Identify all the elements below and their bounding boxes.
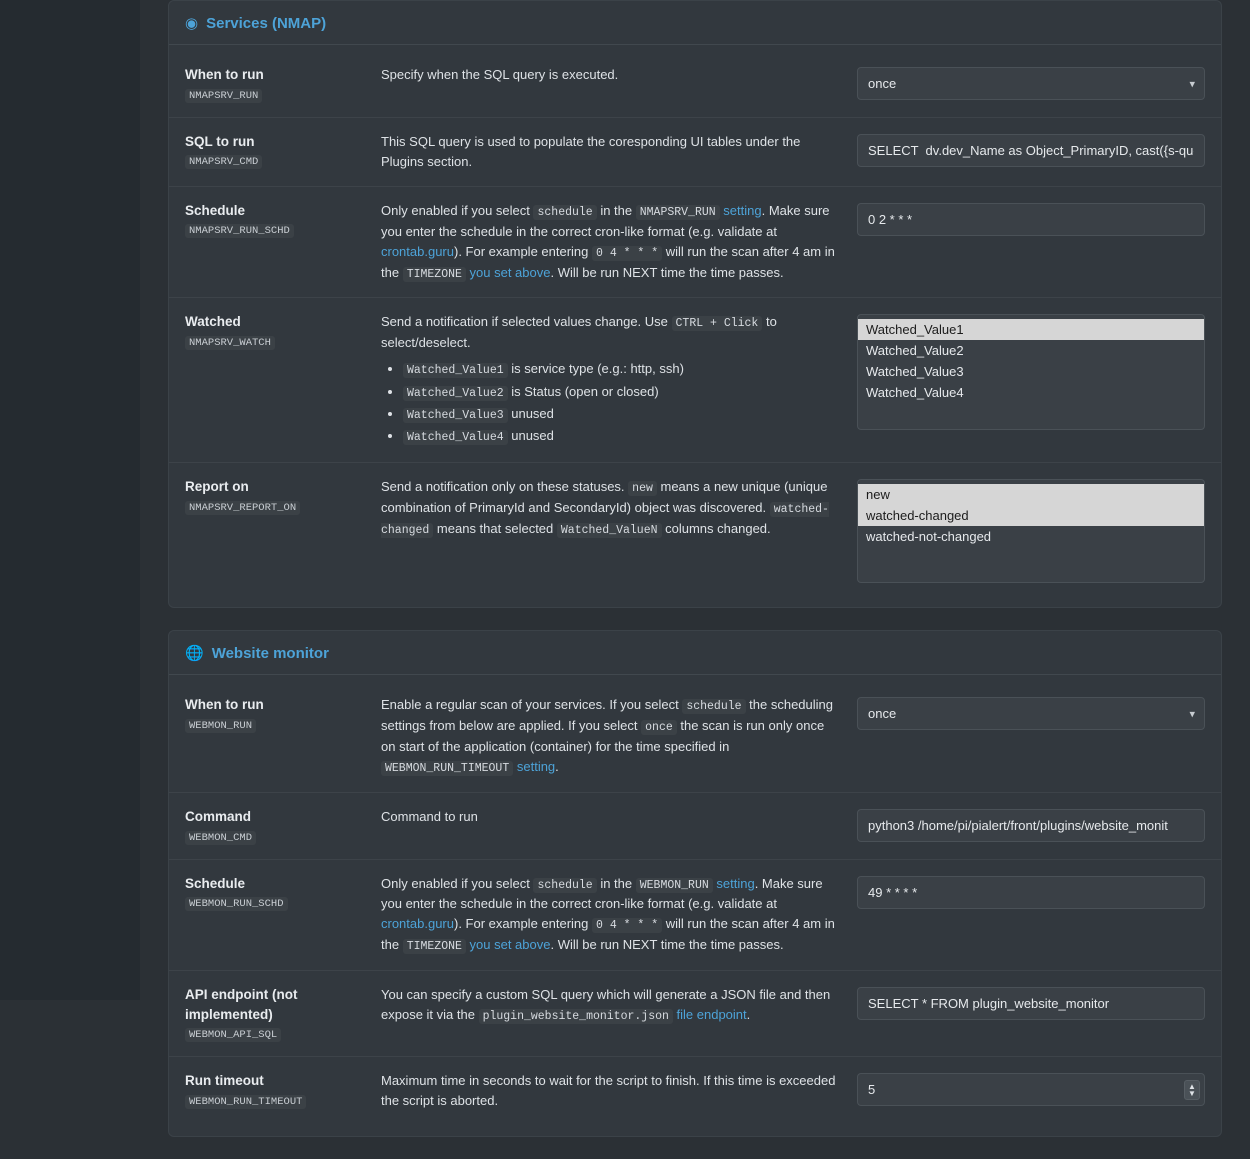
section-title: Website monitor [211,645,329,663]
listbox-NMAPSRV_REPORT_ON[interactable] [857,479,1205,583]
listbox-option[interactable]: new [858,484,1204,505]
listbox-option[interactable]: Watched_Value2 [866,343,964,359]
radar-icon: ◉ [185,15,199,32]
setting-row [169,793,1221,860]
setting-control-col [857,1071,1205,1106]
setting-control-col [857,807,1205,842]
setting-label: SQL to run [185,133,255,149]
setting-key: WEBMON_RUN_SCHD [185,897,288,911]
setting-label-col [185,312,381,350]
section-nmap [168,0,1222,608]
left-gutter [0,0,140,1000]
select-wrapper-WEBMON_RUN [857,697,1205,730]
number-stepper-WEBMON_RUN_TIMEOUT[interactable]: ▲ ▼ [1184,1080,1200,1100]
setting-label: Watched [185,314,241,330]
chevron-down-icon: ▾ [1189,78,1195,90]
setting-key: NMAPSRV_CMD [185,155,262,169]
setting-label-col [185,807,381,845]
select-NMAPSRV_RUN[interactable] [857,67,1205,100]
setting-label: When to run [185,697,264,713]
setting-label-col [185,1071,381,1109]
globe-icon: 🌐 [185,645,204,663]
setting-row [169,860,1221,972]
select-WEBMON_RUN[interactable] [857,697,1205,730]
setting-description: Specify when the SQL query is executed. [381,67,619,82]
setting-row [169,118,1221,187]
listbox-option[interactable]: Watched_Value1 [858,319,1204,340]
setting-key: WEBMON_RUN [185,719,256,733]
setting-label-col [185,132,381,170]
setting-row [169,681,1221,793]
input-WEBMON_CMD[interactable] [857,809,1205,842]
setting-description: Send a notification if selected values change. Use CTRL + Click to select/deselect. • Watched_Value1 is service type (e.g.: http, ssh) • Watched_Value2 is Status (open or closed) • Watched_Value3 unused • Watched_Value4 unused [381,312,857,448]
setting-label: Command [185,808,252,824]
setting-row [169,1057,1221,1125]
setting-label: Schedule [185,875,246,891]
listbox-option[interactable]: Watched_Value4 [866,385,964,401]
setting-description: This SQL query is used to populate the coresponding UI tables under the Plugins section. [381,133,801,169]
section-title: Services (NMAP) [206,15,327,32]
setting-key: WEBMON_RUN_TIMEOUT [185,1095,306,1109]
setting-description: Only enabled if you select schedule in the NMAPSRV_RUN setting. Make sure you enter the schedule in the correct cron-like format (e.g. validate at crontab.guru). For example entering 0 4 * * * will run the scan after 4 am in the TIMEZONE you set above. Will be run NEXT time the time passes. [381,202,835,281]
setting-label-col [185,201,381,239]
listbox-option[interactable]: watched-not-changed [866,529,992,545]
setting-row [169,51,1221,118]
setting-description: Maximum time in seconds to wait for the script to finish. If this time is exceeded the script is aborted. [381,1073,836,1109]
listbox-option[interactable]: Watched_Value3 [866,364,964,380]
setting-label: Schedule [185,202,246,218]
setting-control-col [857,132,1205,167]
setting-label: Report on [185,479,249,495]
setting-key: NMAPSRV_REPORT_ON [185,501,300,515]
setting-label: When to run [185,67,264,82]
section-website-monitor [168,630,1222,1136]
setting-description: Send a notification only on these statuses. new means a new unique (unique combination of PrimaryId and SecondaryId) object was discovered. watched-changed means that selected Watched_ValueN columns changed. [381,479,829,537]
section-header-website-monitor [169,631,1221,675]
input-WEBMON_RUN_SCHD[interactable] [857,876,1205,909]
setting-control-col [857,874,1205,909]
setting-control-col [857,477,1205,583]
spinner-wrapper-WEBMON_RUN_TIMEOUT [857,1073,1205,1106]
setting-control-col [857,695,1205,730]
setting-row [169,298,1221,463]
setting-label-col [185,985,381,1042]
setting-key: WEBMON_CMD [185,831,256,845]
section-header-nmap [169,1,1221,45]
section-body-nmap [169,45,1221,607]
setting-control-col [857,312,1205,430]
setting-row [169,187,1221,299]
chevron-down-icon: ▾ [1189,708,1195,721]
setting-label-col [185,695,381,733]
setting-row [169,971,1221,1057]
setting-key: NMAPSRV_RUN_SCHD [185,224,294,238]
setting-label-col [185,65,381,103]
setting-key: WEBMON_API_SQL [185,1028,281,1042]
setting-key: NMAPSRV_RUN [185,89,262,103]
input-WEBMON_RUN_TIMEOUT[interactable] [857,1073,1205,1106]
setting-label: Run timeout [185,1073,264,1089]
setting-control-col [857,65,1205,100]
setting-description: You can specify a custom SQL query which will generate a JSON file and then expose it via the plugin_website_monitor.json file endpoint. [381,987,831,1024]
listbox-option[interactable]: watched-changed [858,505,1204,526]
section-body-website-monitor [169,675,1221,1135]
setting-key: NMAPSRV_WATCH [185,336,275,350]
input-NMAPSRV_CMD[interactable] [857,134,1205,167]
input-NMAPSRV_RUN_SCHD[interactable] [857,203,1205,236]
setting-row [169,463,1221,597]
setting-description: Command to run [381,808,478,824]
select-wrapper-NMAPSRV_RUN [857,67,1205,100]
setting-description: Only enabled if you select schedule in the WEBMON_RUN setting. Make sure you enter the schedule in the correct cron-like format (e.g. validate at crontab.guru). For example entering 0 4 * * * will run the scan after 4 am in the TIMEZONE you set above. Will be run NEXT time the time passes. [381,875,835,954]
settings-content [140,0,1250,1159]
input-WEBMON_API_SQL[interactable] [857,987,1205,1020]
setting-label: API endpoint (not implemented) [185,987,298,1022]
listbox-NMAPSRV_WATCH[interactable] [857,314,1205,430]
setting-label-col [185,477,381,515]
setting-label-col [185,874,381,912]
setting-control-col [857,201,1205,236]
setting-description: Enable a regular scan of your services. If you select schedule the scheduling settings from below are applied. If you select once the scan is run only once on start of the application (container) for the time specified in WEBMON_RUN_TIMEOUT setting. [381,697,833,776]
setting-control-col [857,985,1205,1020]
